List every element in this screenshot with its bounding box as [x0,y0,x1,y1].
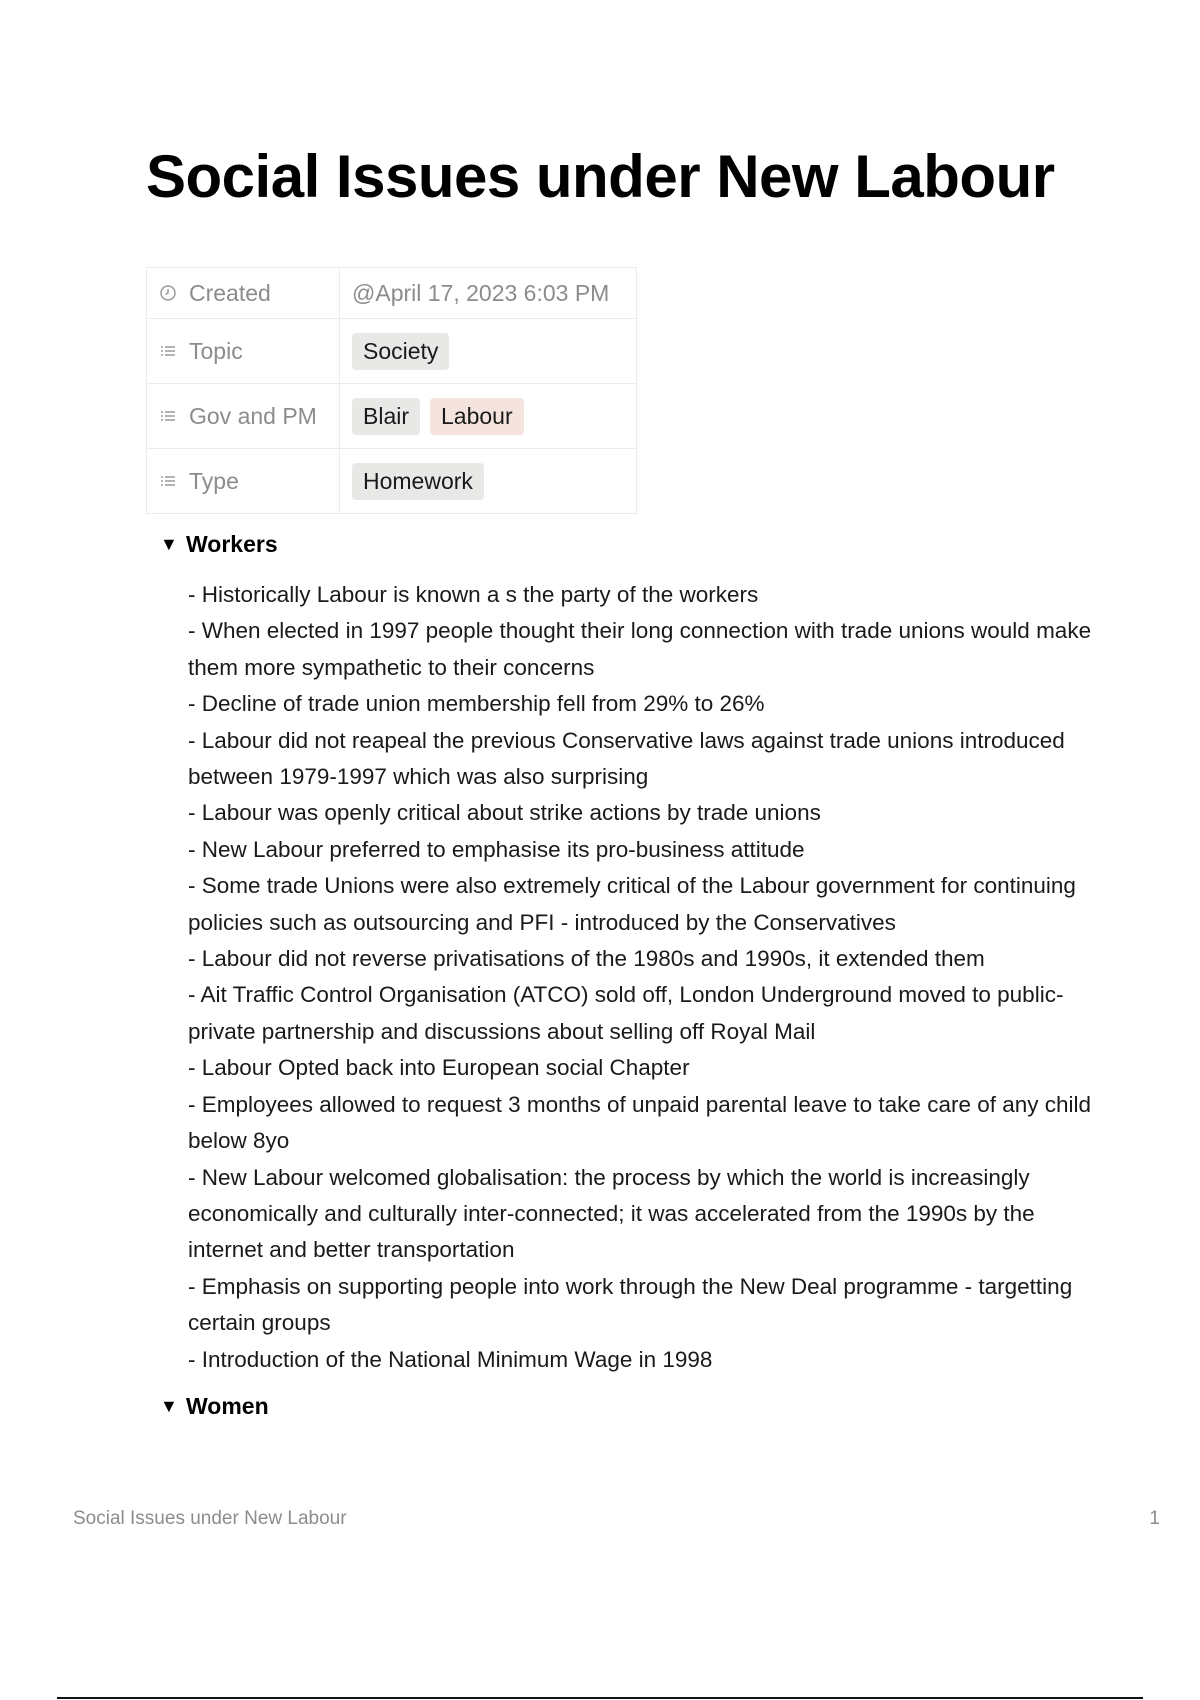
section-heading-women: Women [186,1393,269,1419]
property-value-cell[interactable] [340,319,637,384]
list-item: - New Labour welcomed globalisation: the process by which the world is increasingly economically and culturally inter-connected; it was accelerated from the 1990s by the internet and better transportation [188,1164,1035,1263]
properties-table [146,267,637,514]
created-date-value: @April 17, 2023 6:03 PM [352,279,610,306]
triangle-down-icon[interactable]: ▼ [160,534,178,554]
property-key-topic: Topic [189,337,243,364]
list-item: - Emphasis on supporting people into work through the New Deal programme - targetting certain groups [188,1273,1073,1336]
property-key-cell [147,384,340,449]
list-item: - Decline of trade union membership fell from 29% to 26% [188,691,765,717]
list-item: - Labour did not reverse privatisations of the 1980s and 1990s, it extended them [188,946,985,972]
list-item: - Labour did not reapeal the previous Conservative laws against trade unions introduced between 1979-1997 which was also surprising [188,727,1065,790]
list-icon [159,407,177,425]
list-item: - Employees allowed to request 3 months of unpaid parental leave to take care of any child below 8yo [188,1091,1092,1154]
list-item: - Some trade Unions were also extremely critical of the Labour government for continuing policies such as outsourcing and PFI - introduced by the Conservatives [188,873,1076,935]
bottom-rule [57,1697,1143,1699]
property-row-topic [147,319,637,384]
list-icon [159,472,177,490]
list-item: - When elected in 1997 people thought their long connection with trade unions would make them more sympathetic to their concerns [188,618,1092,680]
property-value-cell[interactable] [340,384,637,449]
page-title: Social Issues under New Labour [146,143,1055,210]
property-key-cell [147,268,340,319]
list-item: - Labour Opted back into European social Chapter [188,1055,690,1081]
property-key-gov-and-pm: Gov and PM [189,402,317,429]
tag-society[interactable]: Society [352,333,449,370]
triangle-down-icon[interactable]: ▼ [160,1396,178,1416]
property-row-created [147,268,637,319]
property-key-type: Type [189,467,239,494]
footer-doc-title: Social Issues under New Labour [73,1508,347,1529]
property-key-created: Created [189,279,271,306]
footer-page-number: 1 [1149,1508,1160,1529]
property-row-type [147,449,637,514]
list-item: - Introduction of the National Minimum Wage in 1998 [188,1346,713,1372]
toggle-women[interactable] [160,1393,269,1420]
property-row-gov-and-pm [147,384,637,449]
list-item: - Labour was openly critical about strike actions by trade unions [188,800,821,826]
list-item: - Historically Labour is known a s the party of the workers [188,582,759,607]
clock-icon [159,284,177,302]
toggle-workers[interactable] [160,531,278,558]
property-value-cell[interactable] [340,268,637,319]
section-heading-workers: Workers [186,531,278,557]
property-value-cell[interactable] [340,449,637,514]
tag-blair[interactable]: Blair [352,398,420,435]
list-icon [159,342,177,360]
tag-homework[interactable]: Homework [352,463,484,500]
list-item: - Ait Traffic Control Organisation (ATCO) sold off, London Underground moved to public-private partnership and discussions about selling off Royal Mail [188,982,1064,1044]
property-key-cell [147,319,340,384]
tag-labour[interactable]: Labour [430,398,524,435]
property-key-cell [147,449,340,514]
workers-content [188,577,1098,1378]
list-item: - New Labour preferred to emphasise its pro-business attitude [188,836,805,862]
